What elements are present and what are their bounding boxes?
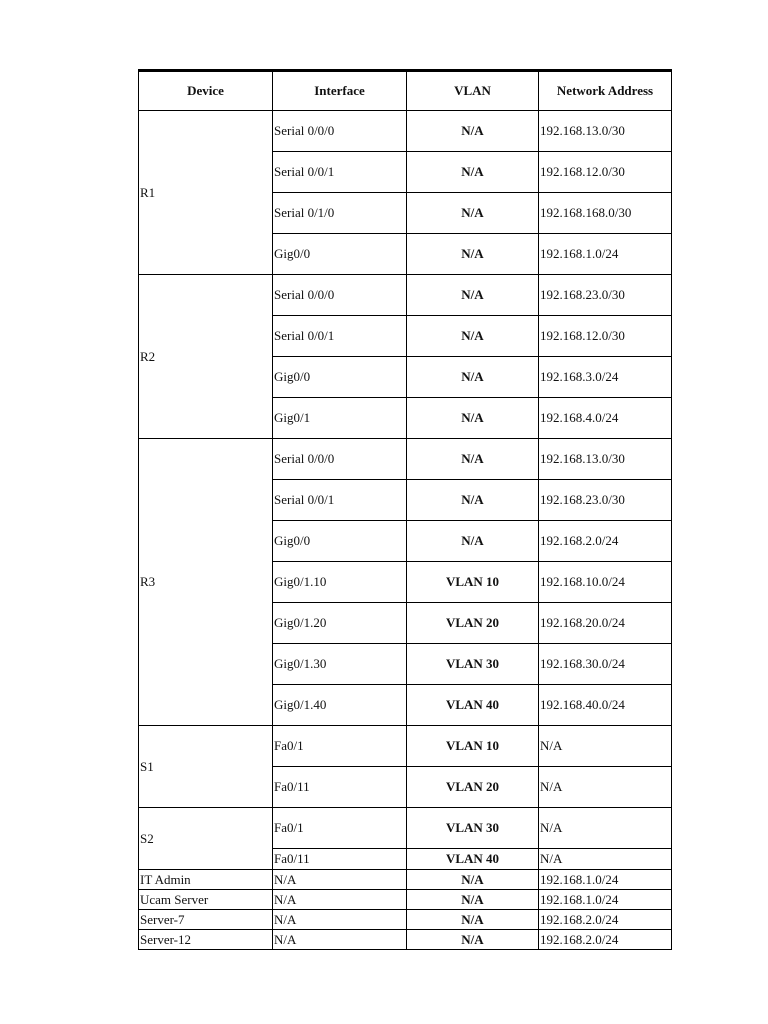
vlan-cell: N/A (407, 890, 539, 910)
table-row (139, 111, 672, 152)
interface-cell: Gig0/1 (273, 398, 407, 439)
device-cell: S1 (139, 726, 273, 808)
interface-cell: Fa0/1 (273, 726, 407, 767)
table-row (139, 439, 672, 480)
interface-cell: N/A (273, 890, 407, 910)
network-address-cell: 192.168.12.0/30 (539, 316, 672, 357)
vlan-cell: N/A (407, 398, 539, 439)
table-body (139, 111, 672, 950)
interface-cell: N/A (273, 870, 407, 890)
table-row (139, 275, 672, 316)
network-address-cell: 192.168.168.0/30 (539, 193, 672, 234)
network-address-cell: 192.168.13.0/30 (539, 439, 672, 480)
interface-cell: Gig0/1.20 (273, 603, 407, 644)
network-address-cell: 192.168.2.0/24 (539, 930, 672, 950)
network-address-cell: 192.168.1.0/24 (539, 890, 672, 910)
header-vlan: VLAN (407, 71, 539, 111)
header-device: Device (139, 71, 273, 111)
interface-cell: Fa0/11 (273, 767, 407, 808)
device-cell: R2 (139, 275, 273, 439)
vlan-cell: N/A (407, 193, 539, 234)
header-network-address: Network Address (539, 71, 672, 111)
device-cell: Ucam Server (139, 890, 273, 910)
header-interface: Interface (273, 71, 407, 111)
vlan-cell: N/A (407, 521, 539, 562)
network-address-cell: N/A (539, 808, 672, 849)
vlan-cell: N/A (407, 357, 539, 398)
network-address-cell: 192.168.4.0/24 (539, 398, 672, 439)
network-address-cell: 192.168.23.0/30 (539, 275, 672, 316)
network-address-cell: 192.168.30.0/24 (539, 644, 672, 685)
interface-cell: Serial 0/1/0 (273, 193, 407, 234)
vlan-cell: VLAN 30 (407, 808, 539, 849)
network-address-cell: 192.168.40.0/24 (539, 685, 672, 726)
table-header (139, 71, 672, 111)
network-address-cell: 192.168.3.0/24 (539, 357, 672, 398)
device-cell: R1 (139, 111, 273, 275)
table-row (139, 808, 672, 849)
header-row (139, 71, 672, 111)
interface-cell: Gig0/1.40 (273, 685, 407, 726)
vlan-cell: VLAN 20 (407, 767, 539, 808)
interface-cell: Fa0/11 (273, 849, 407, 870)
vlan-cell: N/A (407, 152, 539, 193)
interface-cell: Serial 0/0/0 (273, 439, 407, 480)
interface-cell: N/A (273, 910, 407, 930)
vlan-cell: VLAN 40 (407, 685, 539, 726)
vlan-cell: N/A (407, 234, 539, 275)
network-address-cell: 192.168.1.0/24 (539, 234, 672, 275)
table-row (139, 726, 672, 767)
interface-cell: Serial 0/0/0 (273, 275, 407, 316)
vlan-cell: N/A (407, 275, 539, 316)
vlan-cell: N/A (407, 930, 539, 950)
interface-cell: Gig0/1.10 (273, 562, 407, 603)
vlan-cell: N/A (407, 870, 539, 890)
interface-cell: Gig0/1.30 (273, 644, 407, 685)
network-address-cell: N/A (539, 767, 672, 808)
network-address-cell: 192.168.10.0/24 (539, 562, 672, 603)
interface-cell: Gig0/0 (273, 357, 407, 398)
interface-cell: Serial 0/0/1 (273, 316, 407, 357)
vlan-cell: VLAN 10 (407, 726, 539, 767)
network-address-cell: N/A (539, 849, 672, 870)
vlan-cell: N/A (407, 480, 539, 521)
network-address-cell: 192.168.2.0/24 (539, 910, 672, 930)
interface-cell: N/A (273, 930, 407, 950)
table-row (139, 930, 672, 950)
device-cell: Server-7 (139, 910, 273, 930)
vlan-cell: N/A (407, 316, 539, 357)
table-row (139, 910, 672, 930)
device-cell: S2 (139, 808, 273, 870)
network-address-table (138, 69, 672, 950)
network-address-cell: N/A (539, 726, 672, 767)
interface-cell: Gig0/0 (273, 234, 407, 275)
interface-cell: Gig0/0 (273, 521, 407, 562)
vlan-cell: N/A (407, 439, 539, 480)
network-address-cell: 192.168.1.0/24 (539, 870, 672, 890)
network-address-cell: 192.168.23.0/30 (539, 480, 672, 521)
interface-cell: Serial 0/0/0 (273, 111, 407, 152)
device-cell: R3 (139, 439, 273, 726)
interface-cell: Fa0/1 (273, 808, 407, 849)
network-address-cell: 192.168.20.0/24 (539, 603, 672, 644)
network-address-cell: 192.168.2.0/24 (539, 521, 672, 562)
vlan-cell: VLAN 30 (407, 644, 539, 685)
table-row (139, 890, 672, 910)
vlan-cell: N/A (407, 111, 539, 152)
vlan-cell: VLAN 20 (407, 603, 539, 644)
interface-cell: Serial 0/0/1 (273, 480, 407, 521)
device-cell: Server-12 (139, 930, 273, 950)
network-address-cell: 192.168.12.0/30 (539, 152, 672, 193)
vlan-cell: VLAN 10 (407, 562, 539, 603)
device-cell: IT Admin (139, 870, 273, 890)
interface-cell: Serial 0/0/1 (273, 152, 407, 193)
network-address-cell: 192.168.13.0/30 (539, 111, 672, 152)
table-row (139, 870, 672, 890)
vlan-cell: N/A (407, 910, 539, 930)
vlan-cell: VLAN 40 (407, 849, 539, 870)
